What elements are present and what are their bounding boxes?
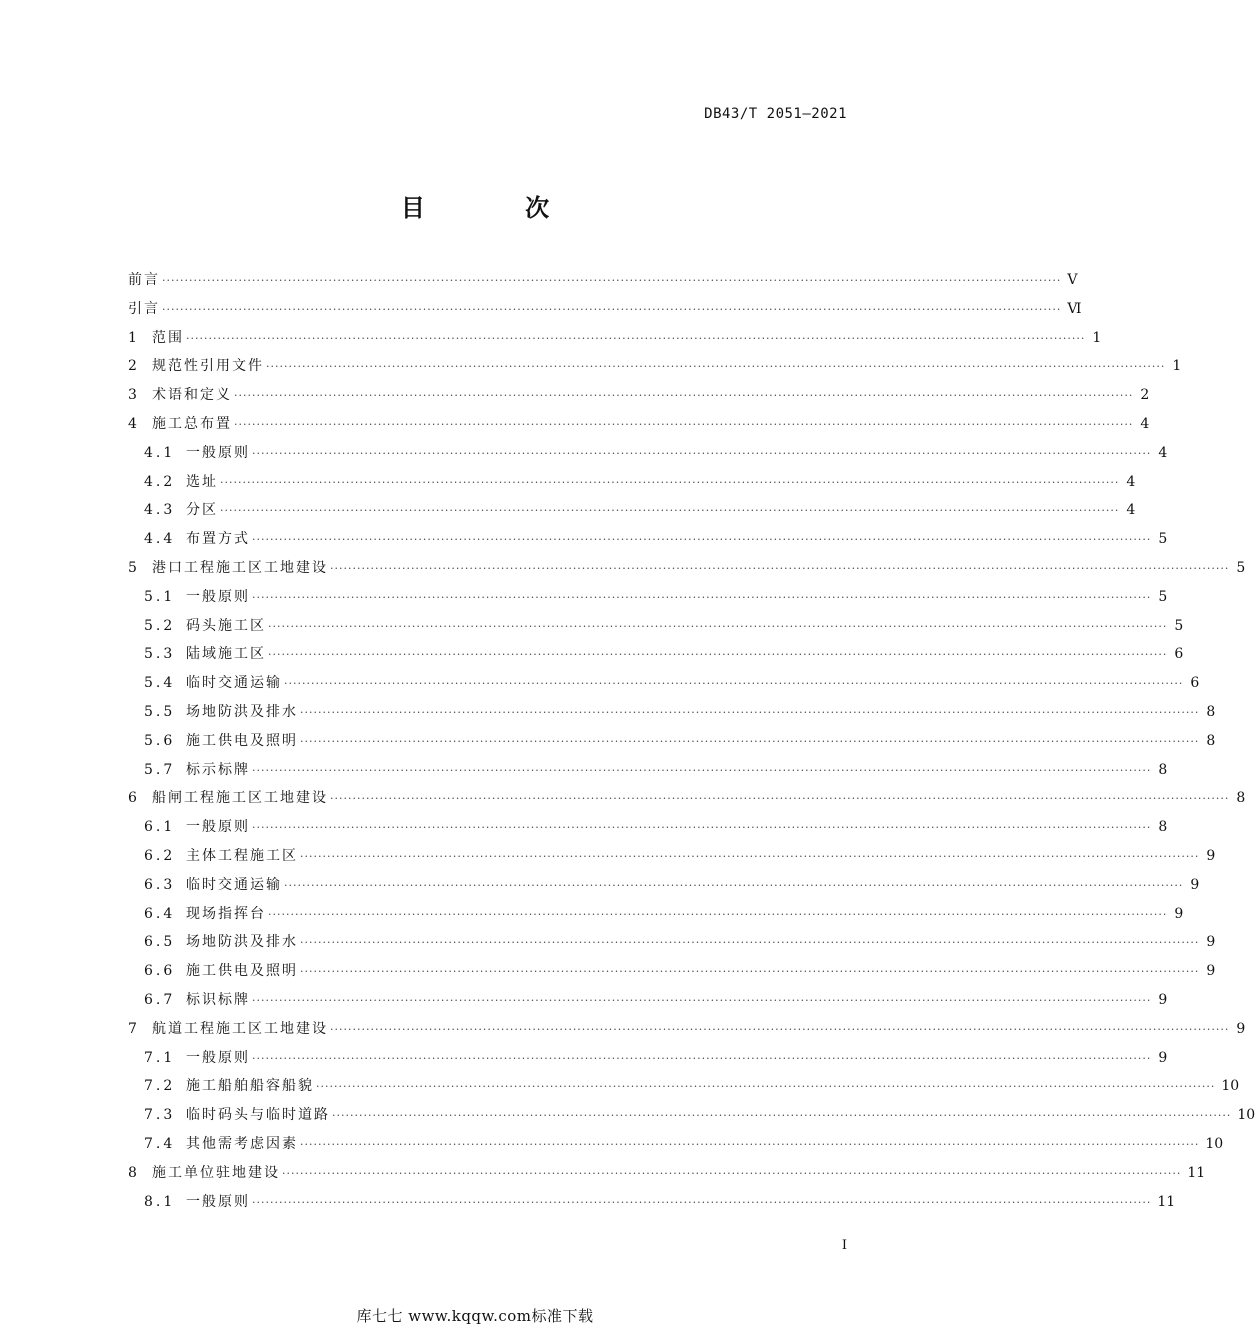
toc-entry[interactable] <box>128 900 1184 929</box>
toc-entry-page: 5 <box>1158 588 1168 605</box>
toc-entry-number: 5.3 <box>144 646 176 663</box>
toc-entry[interactable] <box>128 669 1200 698</box>
toc-entry-number: 6.4 <box>144 905 176 922</box>
toc-entry-page: 9 <box>1174 905 1184 922</box>
toc-entry-number: 5.7 <box>144 761 176 778</box>
toc-entry-number: 7.4 <box>144 1135 176 1152</box>
toc-dot-leader: ········································································································································································································ <box>300 734 1200 748</box>
toc-entry-label: 陆域施工区 <box>186 646 266 663</box>
toc-entry[interactable] <box>128 554 1246 583</box>
toc-entry-label: 布置方式 <box>186 531 250 548</box>
toc-dot-leader: ········································································································································································································ <box>162 274 1062 287</box>
toc-entry-number: 8 <box>128 1164 140 1181</box>
toc-entry-page: V <box>1067 272 1078 288</box>
toc-entry-page: 10 <box>1205 1135 1224 1152</box>
toc-entry-number: 7.3 <box>144 1107 176 1124</box>
toc-dot-leader: ········································································································································································································ <box>282 1166 1182 1180</box>
toc-dot-leader: ········································································································································································································ <box>300 705 1200 719</box>
toc-entry[interactable] <box>128 928 1216 957</box>
toc-entry-label: 施工供电及照明 <box>186 732 298 749</box>
toc-entry[interactable] <box>128 1188 1176 1217</box>
toc-entry[interactable] <box>128 381 1150 410</box>
toc-entry[interactable] <box>128 583 1168 612</box>
toc-entry-label: 范围 <box>152 329 184 346</box>
toc-entry[interactable] <box>128 698 1216 727</box>
toc-entry[interactable] <box>128 439 1168 468</box>
toc-entry-number: 6.6 <box>144 963 176 980</box>
toc-dot-leader: ········································································································································································································ <box>300 936 1200 950</box>
toc-dot-leader: ········································································································································································································ <box>252 763 1152 777</box>
toc-entry-number: 5.6 <box>144 732 176 749</box>
toc-entry[interactable] <box>128 1130 1224 1159</box>
toc-dot-leader: ········································································································································································································ <box>316 1080 1216 1094</box>
toc-entry-number: 4.4 <box>144 531 176 548</box>
toc-entry-label: 主体工程施工区 <box>186 847 298 864</box>
toc-entry-page: 6 <box>1190 675 1200 692</box>
toc-dot-leader: ········································································································································································································ <box>330 1022 1230 1036</box>
toc-dot-leader: ········································································································································································································ <box>300 849 1200 863</box>
toc-dot-leader: ········································································································································································································ <box>268 907 1168 921</box>
toc-entry-page: 8 <box>1158 761 1168 778</box>
toc-dot-leader: ········································································································································································································ <box>268 619 1168 633</box>
toc-entry[interactable] <box>128 295 1082 324</box>
toc-entry-page: 4 <box>1126 502 1136 519</box>
toc-entry-page: 1 <box>1092 329 1102 346</box>
toc-entry-number: 1 <box>128 329 140 346</box>
toc-entry-page: 4 <box>1126 473 1136 490</box>
toc-entry-label: 选址 <box>186 473 218 490</box>
toc-entry-page: 9 <box>1158 1049 1168 1066</box>
toc-entry-page: 9 <box>1206 934 1216 951</box>
toc-entry-page: 4 <box>1140 415 1150 432</box>
toc-entry-number: 6.7 <box>144 991 176 1008</box>
toc-dot-leader: ········································································································································································································ <box>268 648 1168 662</box>
toc-entry-page: Ⅵ <box>1067 300 1082 317</box>
toc-entry[interactable] <box>128 410 1150 439</box>
toc-entry[interactable] <box>128 727 1216 756</box>
toc-entry-page: 9 <box>1158 991 1168 1008</box>
toc-entry[interactable] <box>128 612 1184 641</box>
toc-entry-page: 9 <box>1190 876 1200 893</box>
toc-dot-leader: ········································································································································································································ <box>284 878 1184 892</box>
toc-dot-leader: ········································································································································································································ <box>252 533 1152 547</box>
toc-entry-page: 11 <box>1187 1164 1206 1181</box>
toc-entry[interactable] <box>128 1015 1246 1044</box>
toc-entry[interactable] <box>128 1072 1240 1101</box>
toc-entry[interactable] <box>128 496 1136 525</box>
toc-entry-label: 分区 <box>186 502 218 519</box>
toc-dot-leader: ········································································································································································································ <box>234 389 1134 403</box>
toc-dot-leader: ········································································································································································································ <box>186 331 1086 345</box>
page-title: 目 次 <box>400 194 596 222</box>
toc-entry-number: 6.3 <box>144 876 176 893</box>
toc-entry-label: 施工船舶船容船貌 <box>186 1078 314 1095</box>
toc-entry-number: 5.2 <box>144 617 176 634</box>
toc-dot-leader: ········································································································································································································ <box>234 417 1134 431</box>
toc-entry[interactable] <box>128 813 1168 842</box>
toc-entry-number: 5 <box>128 559 140 576</box>
toc-entry-number: 4.1 <box>144 444 176 461</box>
toc-entry-number: 5.1 <box>144 588 176 605</box>
toc-entry[interactable] <box>128 986 1168 1015</box>
toc-entry-label: 现场指挥台 <box>186 905 266 922</box>
toc-entry-label: 一般原则 <box>186 444 250 461</box>
toc-entry-number: 6 <box>128 790 140 807</box>
toc-entry[interactable] <box>128 352 1182 381</box>
toc-entry-label: 施工总布置 <box>152 415 232 432</box>
toc-entry-label: 标示标牌 <box>186 761 250 778</box>
toc-entry-page: 9 <box>1236 1020 1246 1037</box>
toc-dot-leader: ········································································································································································································ <box>220 475 1120 489</box>
toc-entry-number: 8.1 <box>144 1193 176 1210</box>
toc-entry[interactable] <box>128 324 1102 353</box>
page-number: I <box>841 1238 847 1253</box>
toc-dot-leader: ········································································································································································································ <box>330 561 1230 575</box>
toc-dot-leader: ········································································································································································································ <box>252 590 1152 604</box>
toc-entry[interactable] <box>128 957 1216 986</box>
toc-entry-page: 5 <box>1158 531 1168 548</box>
toc-entry-page: 6 <box>1174 646 1184 663</box>
toc-entry-label: 一般原则 <box>186 819 250 836</box>
document-code: DB43/T 2051—2021 <box>704 106 847 122</box>
toc-entry-number: 6.1 <box>144 819 176 836</box>
toc-entry-number: 4.3 <box>144 502 176 519</box>
toc-entry-page: 1 <box>1172 358 1182 375</box>
toc-entry[interactable] <box>128 784 1246 813</box>
toc-entry-label: 临时交通运输 <box>186 876 282 893</box>
toc-dot-leader: ········································································································································································································ <box>252 1051 1152 1065</box>
toc-entry-number: 6.2 <box>144 847 176 864</box>
toc-entry-label: 港口工程施工区工地建设 <box>152 559 328 576</box>
toc-entry[interactable] <box>128 1101 1255 1130</box>
toc-entry-label: 一般原则 <box>186 588 250 605</box>
toc-entry-label: 码头施工区 <box>186 617 266 634</box>
toc-entry-number: 5.5 <box>144 703 176 720</box>
toc-dot-leader: ········································································································································································································ <box>266 360 1166 374</box>
toc-entry-label: 前言 <box>128 272 160 288</box>
toc-entry-label: 引言 <box>128 300 160 317</box>
toc-entry-label: 临时交通运输 <box>186 675 282 692</box>
toc-entry-page: 8 <box>1206 732 1216 749</box>
toc-entry-number: 4 <box>128 415 140 432</box>
toc-entry-page: 4 <box>1158 444 1168 461</box>
toc-entry-page: 8 <box>1206 703 1216 720</box>
toc-entry-page: 9 <box>1206 847 1216 864</box>
toc-entry-number: 6.5 <box>144 934 176 951</box>
toc-entry-page: 8 <box>1236 790 1246 807</box>
toc-dot-leader: ········································································································································································································ <box>220 504 1120 518</box>
table-of-contents <box>128 266 1255 1216</box>
toc-entry-page: 2 <box>1140 387 1150 404</box>
toc-dot-leader: ········································································································································································································ <box>330 792 1230 806</box>
toc-entry-label: 其他需考虑因素 <box>186 1135 298 1152</box>
toc-entry-page: 10 <box>1237 1107 1255 1124</box>
toc-entry-number: 2 <box>128 358 140 375</box>
footer-watermark-text: 库七七 www.kqqw.com标准下载 <box>356 1307 594 1325</box>
toc-entry-label: 航道工程施工区工地建设 <box>152 1020 328 1037</box>
toc-entry-label: 船闸工程施工区工地建设 <box>152 790 328 807</box>
toc-entry-number: 7 <box>128 1020 140 1037</box>
toc-dot-leader: ········································································································································································································ <box>300 965 1200 979</box>
toc-entry[interactable] <box>128 756 1168 785</box>
toc-entry-number: 3 <box>128 387 140 404</box>
toc-entry-number: 4.2 <box>144 473 176 490</box>
toc-dot-leader: ········································································································································································································ <box>284 677 1184 691</box>
toc-dot-leader: ········································································································································································································ <box>332 1109 1232 1123</box>
toc-entry[interactable] <box>128 1159 1206 1188</box>
toc-entry[interactable] <box>128 842 1216 871</box>
toc-entry-page: 8 <box>1158 819 1168 836</box>
toc-entry-label: 场地防洪及排水 <box>186 934 298 951</box>
toc-entry-label: 标识标牌 <box>186 991 250 1008</box>
toc-entry-number: 7.1 <box>144 1049 176 1066</box>
toc-dot-leader: ········································································································································································································ <box>252 1195 1152 1209</box>
toc-entry[interactable] <box>128 871 1200 900</box>
toc-dot-leader: ········································································································································································································ <box>252 821 1152 835</box>
toc-entry-number: 7.2 <box>144 1078 176 1095</box>
toc-entry[interactable] <box>128 468 1136 497</box>
toc-entry-label: 场地防洪及排水 <box>186 703 298 720</box>
toc-entry-page: 11 <box>1157 1193 1176 1210</box>
toc-dot-leader: ········································································································································································································ <box>252 446 1152 460</box>
toc-entry-page: 5 <box>1236 559 1246 576</box>
toc-entry-label: 一般原则 <box>186 1193 250 1210</box>
toc-entry-page: 5 <box>1174 617 1184 634</box>
toc-entry-label: 规范性引用文件 <box>152 358 264 375</box>
toc-entry-number: 5.4 <box>144 675 176 692</box>
toc-entry[interactable] <box>128 525 1168 554</box>
toc-entry[interactable] <box>128 1044 1168 1073</box>
toc-entry-label: 术语和定义 <box>152 387 232 404</box>
toc-dot-leader: ········································································································································································································ <box>252 993 1152 1007</box>
toc-entry[interactable] <box>128 266 1078 295</box>
toc-dot-leader: ········································································································································································································ <box>162 302 1062 316</box>
toc-entry-page: 9 <box>1206 963 1216 980</box>
toc-entry-label: 施工单位驻地建设 <box>152 1164 280 1181</box>
toc-dot-leader: ········································································································································································································ <box>300 1137 1200 1151</box>
toc-entry-label: 临时码头与临时道路 <box>186 1107 330 1124</box>
toc-entry[interactable] <box>128 640 1184 669</box>
toc-entry-label: 一般原则 <box>186 1049 250 1066</box>
toc-entry-label: 施工供电及照明 <box>186 963 298 980</box>
toc-entry-page: 10 <box>1221 1078 1240 1095</box>
